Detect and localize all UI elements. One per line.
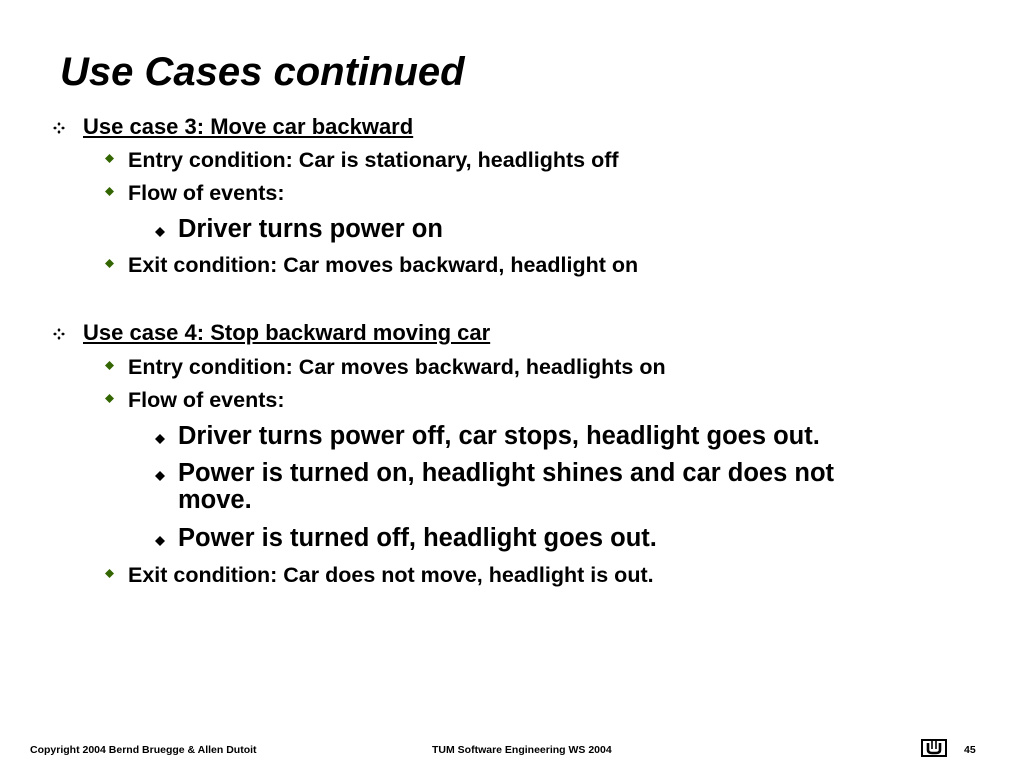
footer-page-number: 45 bbox=[964, 744, 976, 756]
diamond-bullet-icon bbox=[155, 227, 165, 237]
diamond-bullet-icon bbox=[105, 154, 114, 163]
use-case-3-flow-label: Flow of events: bbox=[128, 181, 285, 205]
use-case-3-entry-condition: Entry condition: Car is stationary, headlights off bbox=[128, 148, 619, 172]
diamond-bullet-icon bbox=[105, 187, 114, 196]
use-case-4-exit-condition: Exit condition: Car does not move, headlight is out. bbox=[128, 563, 654, 587]
diamond-bullet-icon bbox=[155, 536, 165, 546]
use-case-4-flow-label: Flow of events: bbox=[128, 388, 285, 412]
use-case-4-flow-step: Power is turned on, headlight shines and car does not bbox=[178, 459, 835, 487]
diamond-bullet-icon bbox=[105, 361, 114, 370]
diamond-bullet-icon bbox=[155, 471, 165, 481]
use-case-4-flow-step: Power is turned off, headlight goes out. bbox=[178, 524, 657, 552]
use-case-3-heading: Use case 3: Move car backward bbox=[83, 114, 414, 139]
slide-title: Use Cases continued bbox=[60, 50, 465, 94]
use-case-3-flow-step: Driver turns power on bbox=[178, 215, 443, 243]
use-case-4-flow-step: Driver turns power off, car stops, headlight goes out. bbox=[178, 422, 820, 450]
diamond-bullet-icon bbox=[155, 434, 165, 444]
diamond-bullet-icon bbox=[105, 569, 114, 578]
use-case-4-heading: Use case 4: Stop backward moving car bbox=[83, 320, 491, 345]
footer-course: TUM Software Engineering WS 2004 bbox=[432, 744, 612, 756]
four-diamond-bullet-icon bbox=[53, 328, 65, 340]
four-diamond-bullet-icon bbox=[53, 122, 65, 134]
tum-logo-icon bbox=[921, 739, 947, 757]
footer-copyright: Copyright 2004 Bernd Bruegge & Allen Dutoit bbox=[30, 744, 257, 756]
diamond-bullet-icon bbox=[105, 259, 114, 268]
use-case-4-entry-condition: Entry condition: Car moves backward, headlights on bbox=[128, 355, 666, 379]
use-case-4-flow-step-continued: move. bbox=[178, 486, 252, 514]
use-case-3-exit-condition: Exit condition: Car moves backward, headlight on bbox=[128, 253, 639, 277]
diamond-bullet-icon bbox=[105, 394, 114, 403]
